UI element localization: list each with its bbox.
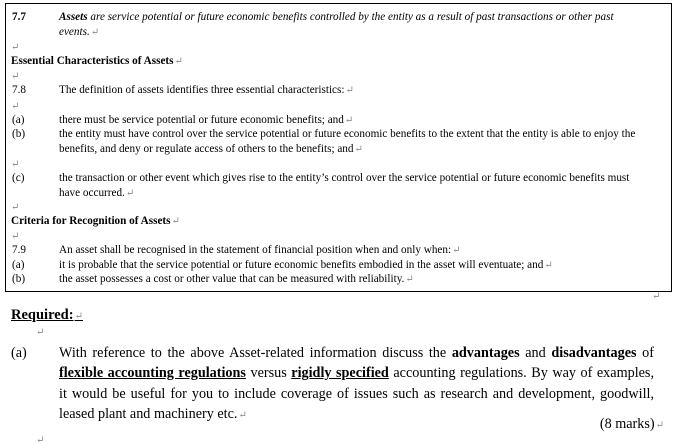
question-text: With reference to the above Asset-related information discuss the advantages and disadvantages of flexible accounting regulations versus rigidly specified accounting regulations. By way of examples, it would be useful for you to include coverage of issues such as research and development, goodwill, leased plant and machinery etc.↵	[59, 345, 654, 422]
item-label: (b)	[12, 273, 26, 285]
item-text: the transaction or other event which gives rise to the entity’s control over the service potential or future economic benefits must have occurred.↵	[59, 172, 630, 199]
section-7-9-intro: An asset shall be recognised in the statement of financial position when and only when:↵	[59, 244, 461, 256]
paragraph-mark: ↵	[11, 231, 20, 242]
essential-characteristics-heading: Essential Characteristics of Assets↵	[11, 55, 183, 67]
item-label: (a)	[12, 114, 25, 126]
paragraph-mark: ↵	[36, 435, 45, 446]
paragraph-mark: ↵	[11, 42, 20, 53]
paragraph-mark: ↵	[652, 291, 661, 302]
paragraph-mark: ↵	[11, 202, 20, 213]
item-label: (a)	[12, 259, 25, 271]
item-text: the entity must have control over the service potential or future economic benefits to the extent that the entity is able to enjoy the benefits, and deny or regulate access of others to the benefits; and↵	[59, 128, 636, 155]
required-heading: Required:↵	[11, 307, 83, 323]
section-number-7-8: 7.8	[12, 84, 26, 96]
section-7-8-intro: The definition of assets identifies three essential characteristics:↵	[59, 84, 354, 96]
assets-term: Assets	[59, 11, 88, 23]
paragraph-mark: ↵	[11, 159, 20, 170]
paragraph-mark: ↵	[36, 327, 45, 338]
section-number-7-7: 7.7	[12, 11, 26, 23]
paragraph-mark: ↵	[11, 101, 20, 112]
item-label: (b)	[12, 128, 26, 140]
marks-allocation: (8 marks)↵	[599, 416, 664, 432]
item-text: there must be service potential or future economic benefits; and↵	[59, 114, 354, 126]
item-text: it is probable that the service potential or future economic benefits embodied in the asset will eventuate; and↵	[59, 259, 553, 271]
question-label: (a)	[11, 345, 27, 361]
paragraph-mark: ↵	[11, 71, 20, 82]
assets-definition-text: are service potential or future economic benefits controlled by the entity as a result of past transactions or other past events.	[59, 11, 614, 38]
item-text: the asset possesses a cost or other value that can be measured with reliability.↵	[59, 273, 414, 285]
section-number-7-9: 7.9	[12, 244, 26, 256]
recognition-criteria-heading: Criteria for Recognition of Assets↵	[11, 215, 180, 227]
item-label: (c)	[12, 172, 25, 184]
assets-definition: Assets are service potential or future economic benefits controlled by the entity as a result of past transactions or other past events.↵	[59, 11, 614, 38]
